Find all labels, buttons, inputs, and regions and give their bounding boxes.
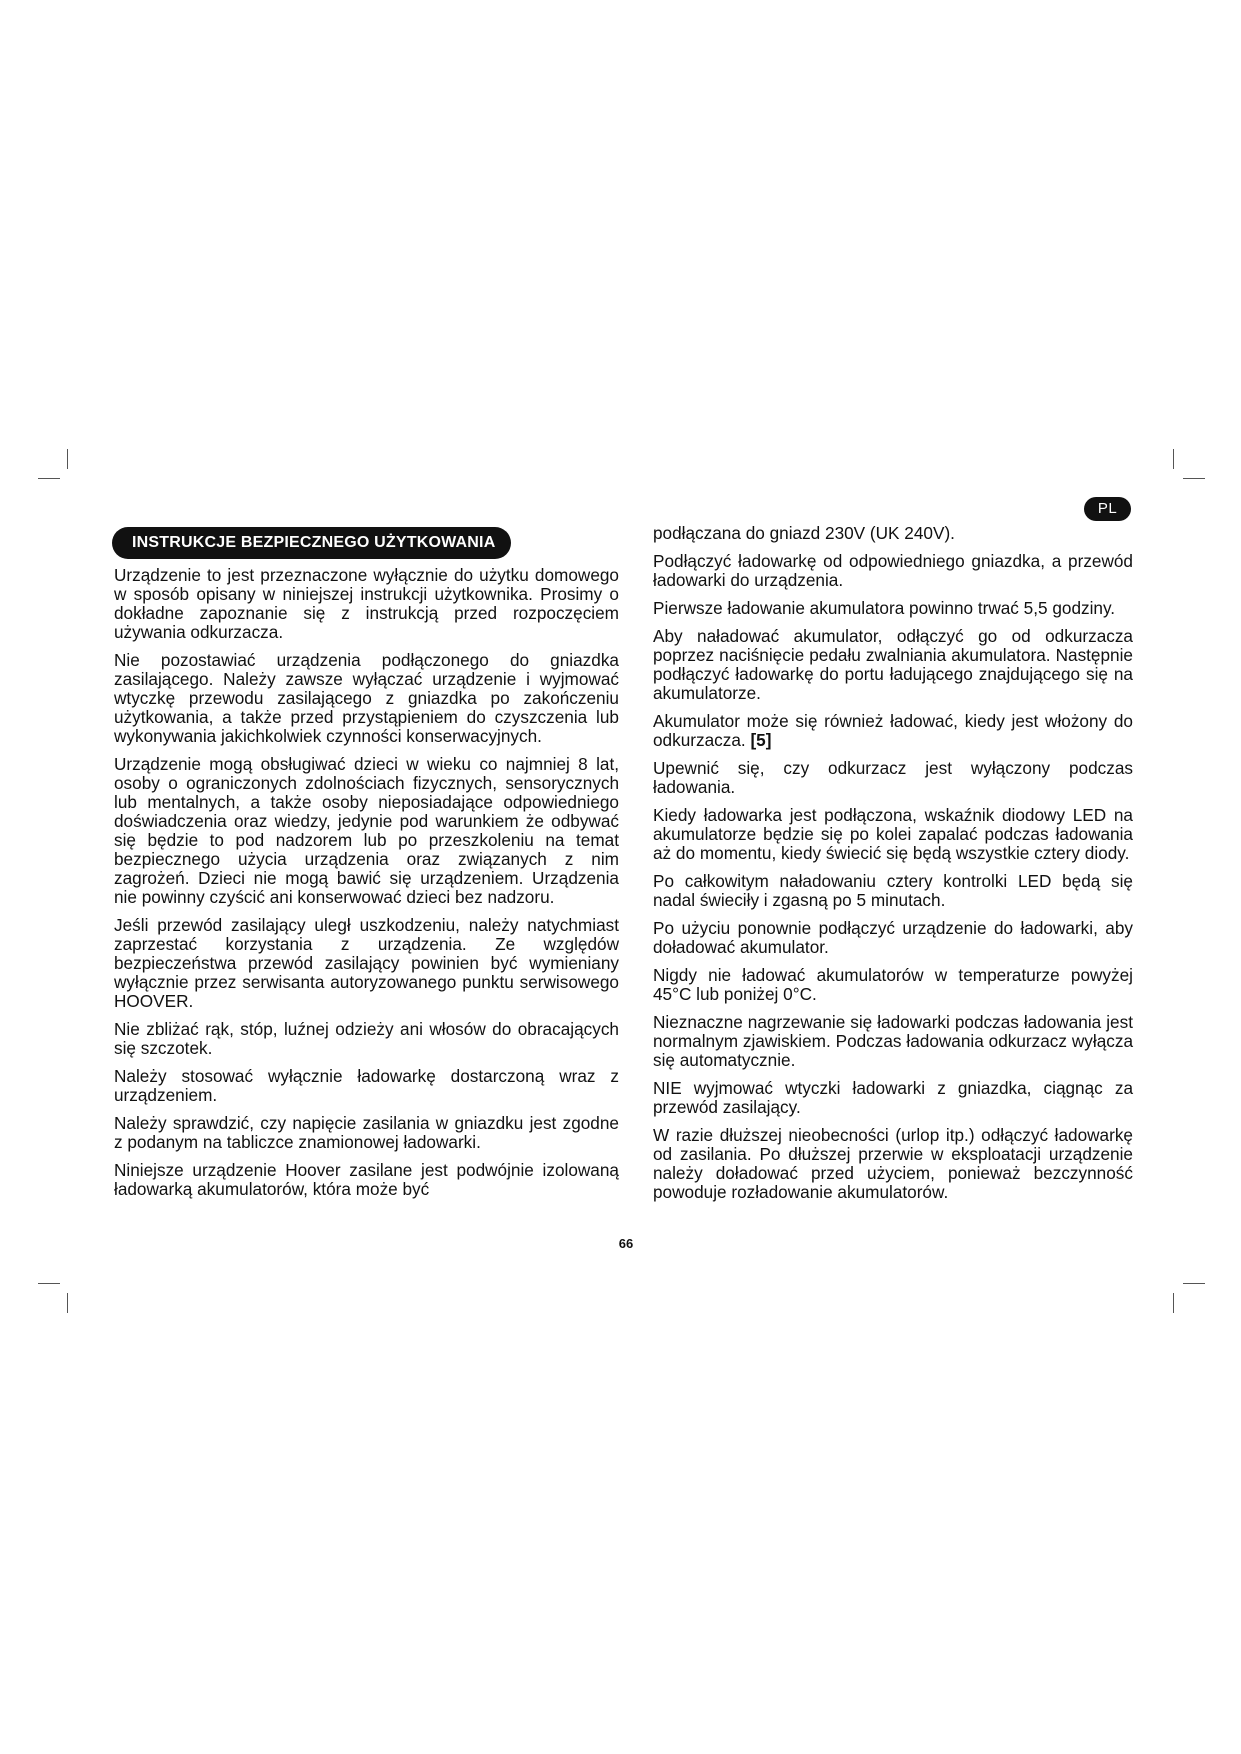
paragraph-long-absence: W razie dłuższej nieobecności (urlop itp.) odłączyć ładowarkę od zasilania. Po dłuższej przerwie w eksploatacji urządzenie należy doładować przed użyciem, ponieważ bezczynność powoduje rozładowanie akumulatorów. xyxy=(653,1125,1133,1202)
figure-reference: [5] xyxy=(750,730,772,750)
paragraph-connect-charger: Podłączyć ładowarkę od odpowiedniego gniazdka, a przewód ładowarki do urządzenia. xyxy=(653,551,1133,590)
crop-mark-top-left-h xyxy=(38,478,60,479)
paragraph-unplug-warning: Nie pozostawiać urządzenia podłączonego do gniazdka zasilającego. Należy zawsze wyłączać urządzenie i wyjmować wtyczkę przewodu zasilającego z gniazdka po zakończeniu użytkowania, a także przed przystąpieniem do czyszczenia lub wykonywania jakichkolwiek czynności konserwacyjnych. xyxy=(114,650,619,746)
paragraph-remove-battery: Aby naładować akumulator, odłączyć go od odkurzacza poprzez naciśnięcie pedału zwalniania akumulatora. Następnie podłączyć ładowarkę do portu ładującego znajdującego się na akumulatorze. xyxy=(653,626,1133,703)
paragraph-led-indicator: Kiedy ładowarka jest podłączona, wskaźnik diodowy LED na akumulatorze będzie się po kolei zapalać podczas ładowania aż do momentu, kiedy świecić się będą wszystkie cztery diody. xyxy=(653,805,1133,863)
paragraph-charge-in-vacuum xyxy=(653,712,1133,750)
page-number: 66 xyxy=(618,1236,634,1251)
paragraph-do-not-pull-cord: NIE wyjmować wtyczki ładowarki z gniazdka, ciągnąc za przewód zasilający. xyxy=(653,1078,1133,1117)
left-column xyxy=(114,527,619,1208)
paragraph-switched-off: Upewnić się, czy odkurzacz jest wyłączony podczas ładowania. xyxy=(653,758,1133,797)
crop-mark-top-right-h xyxy=(1183,478,1205,479)
paragraph-intended-use: Urządzenie to jest przeznaczone wyłącznie do użytku domowego w sposób opisany w niniejszej instrukcji użytkownika. Prosimy o dokładne zapoznanie się z instrukcją przed rozpoczęciem używania odkurzacza. xyxy=(114,565,619,642)
paragraph-double-insulated: Niniejsze urządzenie Hoover zasilane jest podwójnie izolowaną ładowarką akumulatorów, która może być xyxy=(114,1160,619,1199)
paragraph-supplied-charger: Należy stosować wyłącznie ładowarkę dostarczoną wraz z urządzeniem. xyxy=(114,1066,619,1105)
paragraph-recharge-after-use: Po użyciu ponownie podłączyć urządzenie do ładowarki, aby doładować akumulator. xyxy=(653,918,1133,957)
crop-mark-bottom-left-h xyxy=(38,1283,60,1284)
charge-in-vacuum-text: Akumulator może się również ładować, kiedy jest włożony do odkurzacza. xyxy=(653,711,1133,750)
paragraph-damaged-cord: Jeśli przewód zasilający uległ uszkodzeniu, należy natychmiast zaprzestać korzystania z urządzenia. Ze względów bezpieczeństwa przewód zasilający powinien być wymieniany wyłącznie przez serwisanta autoryzowanego punktu serwisowego HOOVER. xyxy=(114,915,619,1011)
language-badge: PL xyxy=(1084,497,1131,521)
crop-mark-bottom-right-v xyxy=(1173,1293,1174,1313)
paragraph-charger-warming: Nieznaczne nagrzewanie się ładowarki podczas ładowania jest normalnym zjawiskiem. Podczas ładowania odkurzacz wyłącza się automatycznie. xyxy=(653,1012,1133,1070)
crop-mark-bottom-right-h xyxy=(1183,1283,1205,1284)
paragraph-first-charge: Pierwsze ładowanie akumulatora powinno trwać 5,5 godziny. xyxy=(653,598,1116,618)
crop-mark-bottom-left-v xyxy=(67,1293,68,1313)
paragraph-children-supervision: Urządzenie mogą obsługiwać dzieci w wieku co najmniej 8 lat, osoby o ograniczonych zdolnościach fizycznych, sensorycznych lub mentalnych, a także osoby nieposiadające odpowiedniego doświadczenia oraz wiedzy, jedynie pod warunkiem że odbywać się będzie to pod nadzorem lub po przeszkoleniu na temat bezpiecznego użycia urządzenia oraz związanych z nim zagrożeń. Dzieci nie mogą bawić się urządzeniem. Urządzenia nie powinny czyścić ani konserwować dzieci bez nadzoru. xyxy=(114,754,619,907)
paragraph-socket-voltage: podłączana do gniazd 230V (UK 240V). xyxy=(653,523,955,543)
paragraph-fully-charged: Po całkowitym naładowaniu cztery kontrolki LED będą się nadal świeciły i zgasną po 5 minutach. xyxy=(653,871,1133,910)
crop-mark-top-right-v xyxy=(1173,449,1174,469)
paragraph-rotating-brushes: Nie zbliżać rąk, stóp, luźnej odzieży ani włosów do obracających się szczotek. xyxy=(114,1019,619,1058)
section-heading: INSTRUKCJE BEZPIECZNEGO UŻYTKOWANIA xyxy=(112,527,511,559)
crop-mark-top-left-v xyxy=(67,449,68,469)
right-column xyxy=(653,524,1133,1211)
paragraph-temperature-limits: Nigdy nie ładować akumulatorów w temperaturze powyżej 45°C lub poniżej 0°C. xyxy=(653,965,1133,1004)
paragraph-voltage-check: Należy sprawdzić, czy napięcie zasilania w gniazdku jest zgodne z podanym na tabliczce znamionowej ładowarki. xyxy=(114,1113,619,1152)
